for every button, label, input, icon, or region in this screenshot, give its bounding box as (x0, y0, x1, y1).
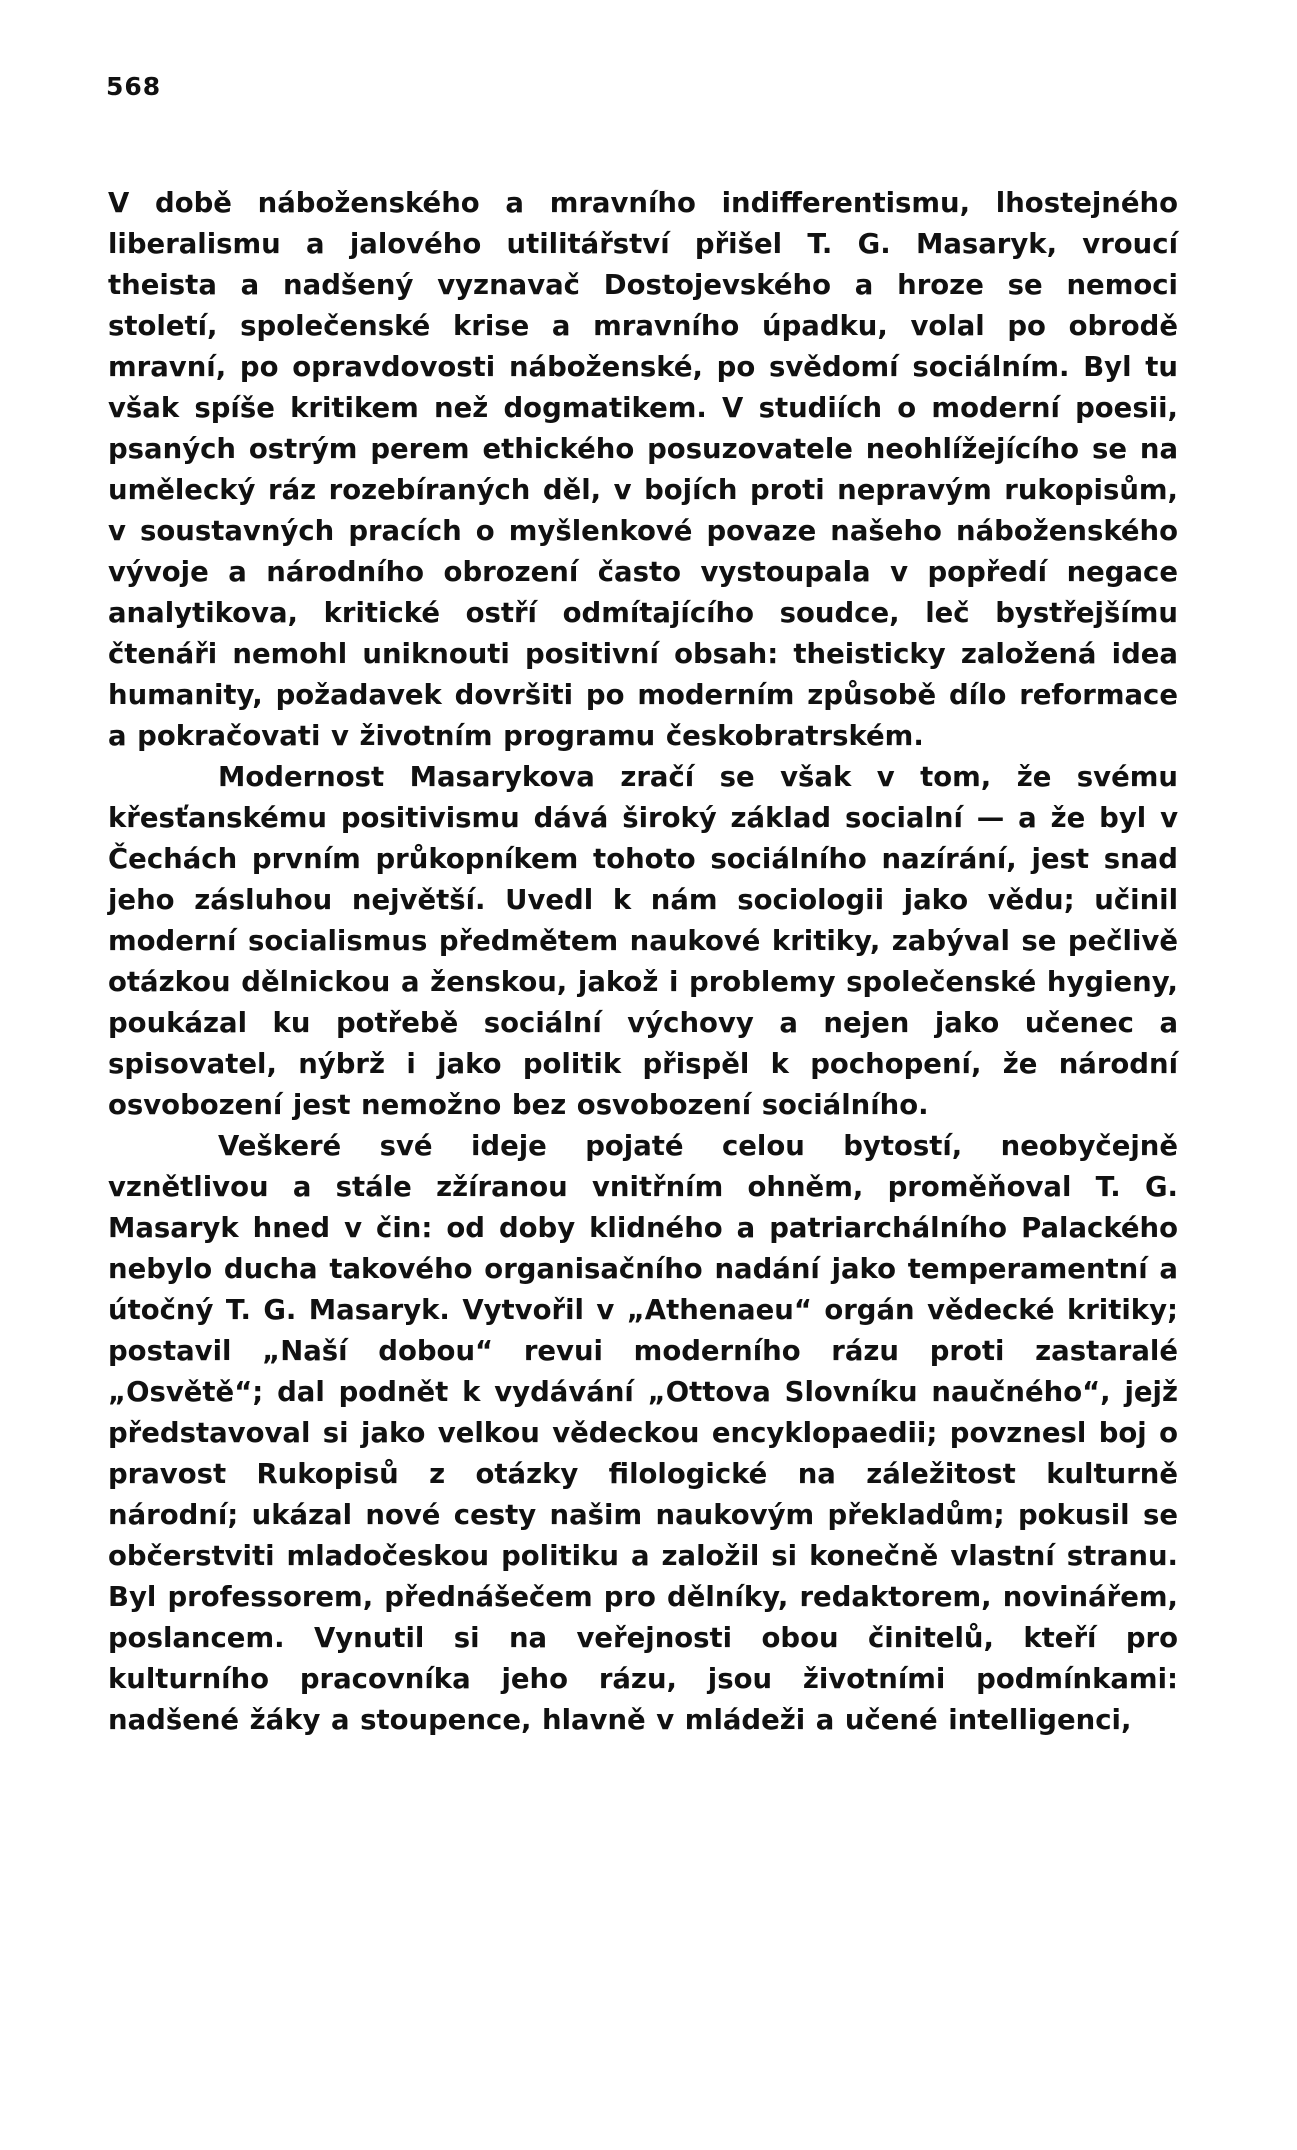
page-number: 568 (106, 72, 162, 101)
paragraph-2: Modernost Masarykova zračí se však v tom, že svému křesťanskému positivismu dává široký základ socialní — a že byl v Čechách prvním průkopníkem tohoto sociálního nazírání, jest snad jeho zásluhou největší. Uvedl k nám sociologii jako vědu; učinil moderní socialismus předmětem naukové kritiky, zabýval se pečlivě otázkou dělnickou a ženskou, jakož i problemy společenské hygieny, poukázal ku potřebě sociální výchovy a nejen jako učenec a spisovatel, nýbrž i jako politik přispěl k pochopení, že národní osvobození jest nemožno bez osvobození sociálního. (108, 761, 1178, 1121)
paragraph-1: V době náboženského a mravního indifferentismu, lhostejného liberalismu a jalového utilitářství přišel T. G. Masaryk, vroucí theista a nadšený vyznavač Dostojevského a hroze se nemoci století, společenské krise a mravního úpadku, volal po obrodě mravní, po opravdovosti náboženské, po svědomí sociálním. Byl tu však spíše kritikem než dogmatikem. V studiích o moderní poesii, psaných ostrým perem ethického posuzovatele neohlížejícího se na umělecký ráz rozebíraných děl, v bojích proti nepravým rukopisům, v soustavných pracích o myšlenkové povaze našeho náboženského vývoje a národního obrození často vystoupala v popředí negace analytikova, kritické ostří odmítajícího soudce, leč bystřejšímu čtenáři nemohl uniknouti positivní obsah: theisticky založená idea humanity, požadavek dovršiti po moderním způsobě dílo reformace a pokračovati v životním programu českobratrském. (108, 187, 1178, 752)
paragraph-3: Veškeré své ideje pojaté celou bytostí, neobyčejně vznětlivou a stále zžíranou vnitřním ohněm, proměňoval T. G. Masaryk hned v čin: od doby klidného a patriarchálního Palackého nebylo ducha takového organisačního nadání jako temperamentní a útočný T. G. Masaryk. Vytvořil v „Athenaeu“ orgán vědecké kritiky; postavil „Naší dobou“ revui moderního rázu proti zastaralé „Osvětě“; dal podnět k vydávání „Ottova Slovníku naučného“, jejž představoval si jako velkou vědeckou encyklopaedii; povznesl boj o pravost Rukopisů z otázky filologické na záležitost kulturně národní; ukázal nové cesty našim naukovým překladům; pokusil se občerstviti mladočeskou politiku a založil si konečně vlastní stranu. Byl professorem, přednášečem pro dělníky, redaktorem, novinářem, poslancem. Vynutil si na veřejnosti obou činitelů, kteří pro kulturního pracovníka jeho rázu, jsou životními podmínkami: nadšené žáky a stoupence, hlavně v mládeži a učené intelligenci, (108, 1130, 1178, 1736)
body-text (108, 183, 1178, 1741)
